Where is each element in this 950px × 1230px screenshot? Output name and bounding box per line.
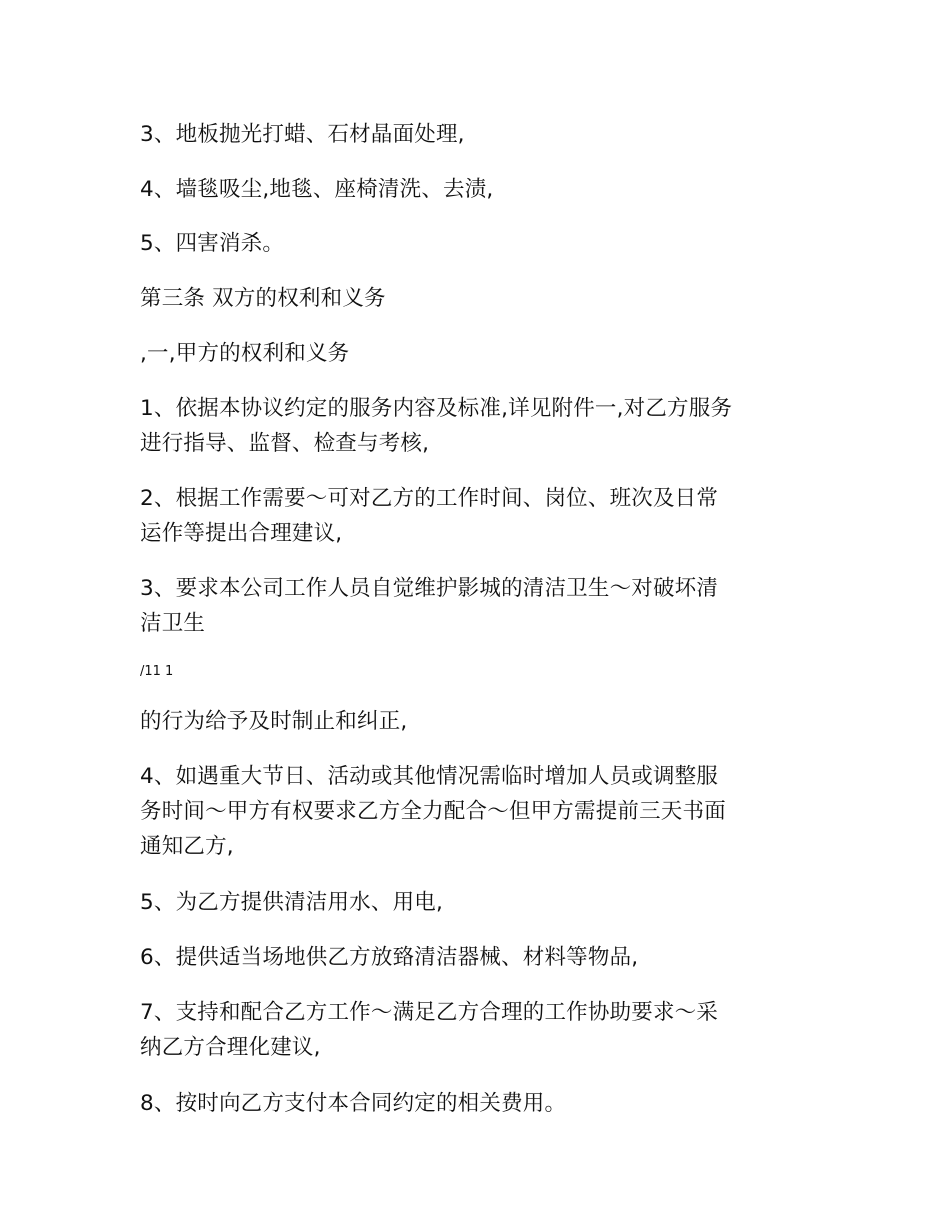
text-line: 2、根据工作需要～可对乙方的工作时间、岗位、班次及日常 — [140, 486, 719, 511]
text-line: 5、为乙方提供清洁用水、用电, — [140, 890, 444, 915]
text-line: 3、地板抛光打蜡、石材晶面处理, — [140, 122, 465, 147]
text-line: 7、支持和配合乙方工作～满足乙方合理的工作协助要求～采 — [140, 1000, 719, 1025]
text-line: 洁卫生 — [140, 611, 206, 636]
subsection-heading: ,一,甲方的权利和义务 — [140, 341, 350, 366]
text-line: 6、提供适当场地供乙方放臵清洁器械、材料等物品, — [140, 945, 639, 970]
section-heading: 第三条 双方的权利和义务 — [140, 286, 386, 311]
text-line: 4、如遇重大节日、活动或其他情况需临时增加人员或调整服 — [140, 764, 719, 789]
text-line: 3、要求本公司工作人员自觉维护影城的清洁卫生～对破坏清 — [140, 576, 719, 601]
text-line: 1、依据本协议约定的服务内容及标准,详见附件一,对乙方服务 — [140, 396, 733, 421]
text-line: 运作等提出合理建议, — [140, 521, 343, 546]
text-line: 通知乙方, — [140, 834, 234, 859]
text-line: 4、墙毯吸尘,地毯、座椅清洗、去渍, — [140, 177, 494, 202]
text-line: 5、四害消杀。 — [140, 231, 285, 256]
page-marker: /11 1 — [140, 664, 174, 679]
text-line: 进行指导、监督、检查与考核, — [140, 431, 430, 456]
text-line: 务时间～甲方有权要求乙方全力配合～但甲方需提前三天书面 — [140, 799, 726, 824]
text-line: 纳乙方合理化建议, — [140, 1035, 321, 1060]
text-line: 的行为给予及时制止和纠正, — [140, 709, 408, 734]
text-line: 8、按时向乙方支付本合同约定的相关费用。 — [140, 1091, 567, 1116]
